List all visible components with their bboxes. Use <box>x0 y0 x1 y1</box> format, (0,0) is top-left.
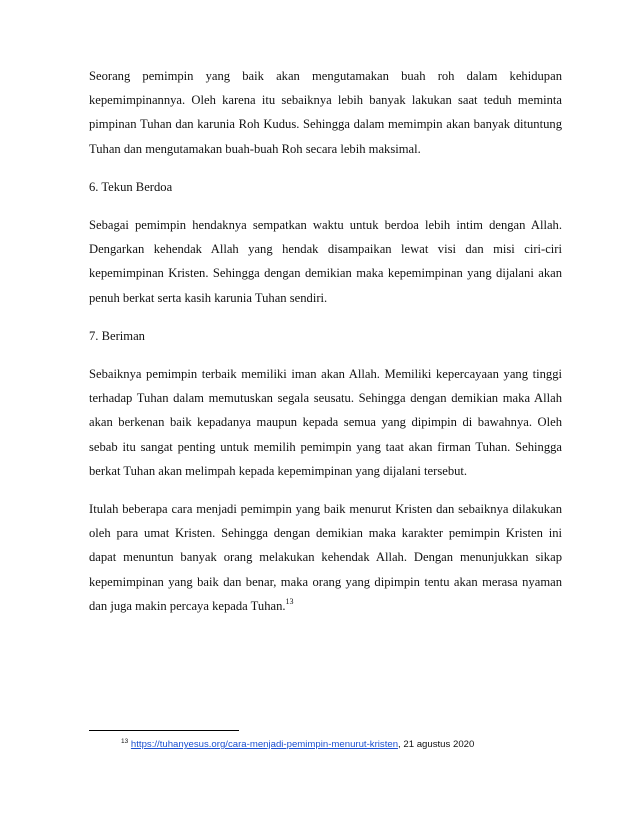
footnote-link[interactable]: https://tuhanyesus.org/cara-menjadi-pemimpin-menurut-kristen <box>130 739 399 750</box>
paragraph-kesimpulan-text: Itulah beberapa cara menjadi pemimpin yang baik menurut Kristen dan sebaiknya dilakukan oleh para umat Kristen. Sehingga dengan demikian maka karakter pemimpin Kristen ini dapat menuntun banyak orang melakukan kehendak Allah. Dengan menunjukkan sikap kepemimpinan yang baik dan benar, maka orang yang dipimpin tentu akan merasa nyaman dan juga makin percaya kepada Tuhan. <box>89 502 562 613</box>
body-text <box>89 64 562 618</box>
footnote-reference[interactable]: 13 <box>285 596 294 606</box>
paragraph-kesimpulan <box>89 497 562 618</box>
footnote-separator <box>89 730 239 731</box>
paragraph-tekun-berdoa: Sebagai pemimpin hendaknya sempatkan waktu untuk berdoa lebih intim dengan Allah. Dengarkan kehendak Allah yang hendak disampaikan lewat visi dan misi ciri-ciri kepemimpinan Kristen. Sehingga dengan demikian maka kepemimpinan yang dijalani akan penuh berkat serta kasih karunia Tuhan sendiri. <box>89 218 562 305</box>
section-heading-tekun-berdoa: 6. Tekun Berdoa <box>89 179 173 194</box>
paragraph-buah-roh: Seorang pemimpin yang baik akan mengutamakan buah roh dalam kehidupan kepemimpinannya. Oleh karena itu sebaiknya lebih banyak lakukan saat teduh meminta pimpinan Tuhan dan karunia Roh Kudus. Sehingga dalam memimpin akan banyak dituntung Tuhan dan mengutamakan buah-buah Roh secara lebih maksimal. <box>89 69 562 156</box>
footnote <box>121 738 561 752</box>
footnote-date: , 21 agustus 2020 <box>398 739 475 750</box>
paragraph-beriman: Sebaiknya pemimpin terbaik memiliki iman akan Allah. Memiliki kepercayaan yang tinggi terhadap Tuhan dalam memutuskan segala seusatu. Sehingga dengan demikian maka Allah akan berkenan baik kepadanya maupun kepada semua yang dipimpin di bawahnya. Oleh sebab itu sangat penting untuk memilih pemimpin yang taat akan firman Tuhan. Sehingga berkat Tuhan akan melimpah kepada kepemimpinan yang dijalani tersebut. <box>89 367 562 478</box>
section-heading-beriman: 7. Beriman <box>89 328 145 343</box>
footnote-number: 13 <box>121 737 129 745</box>
